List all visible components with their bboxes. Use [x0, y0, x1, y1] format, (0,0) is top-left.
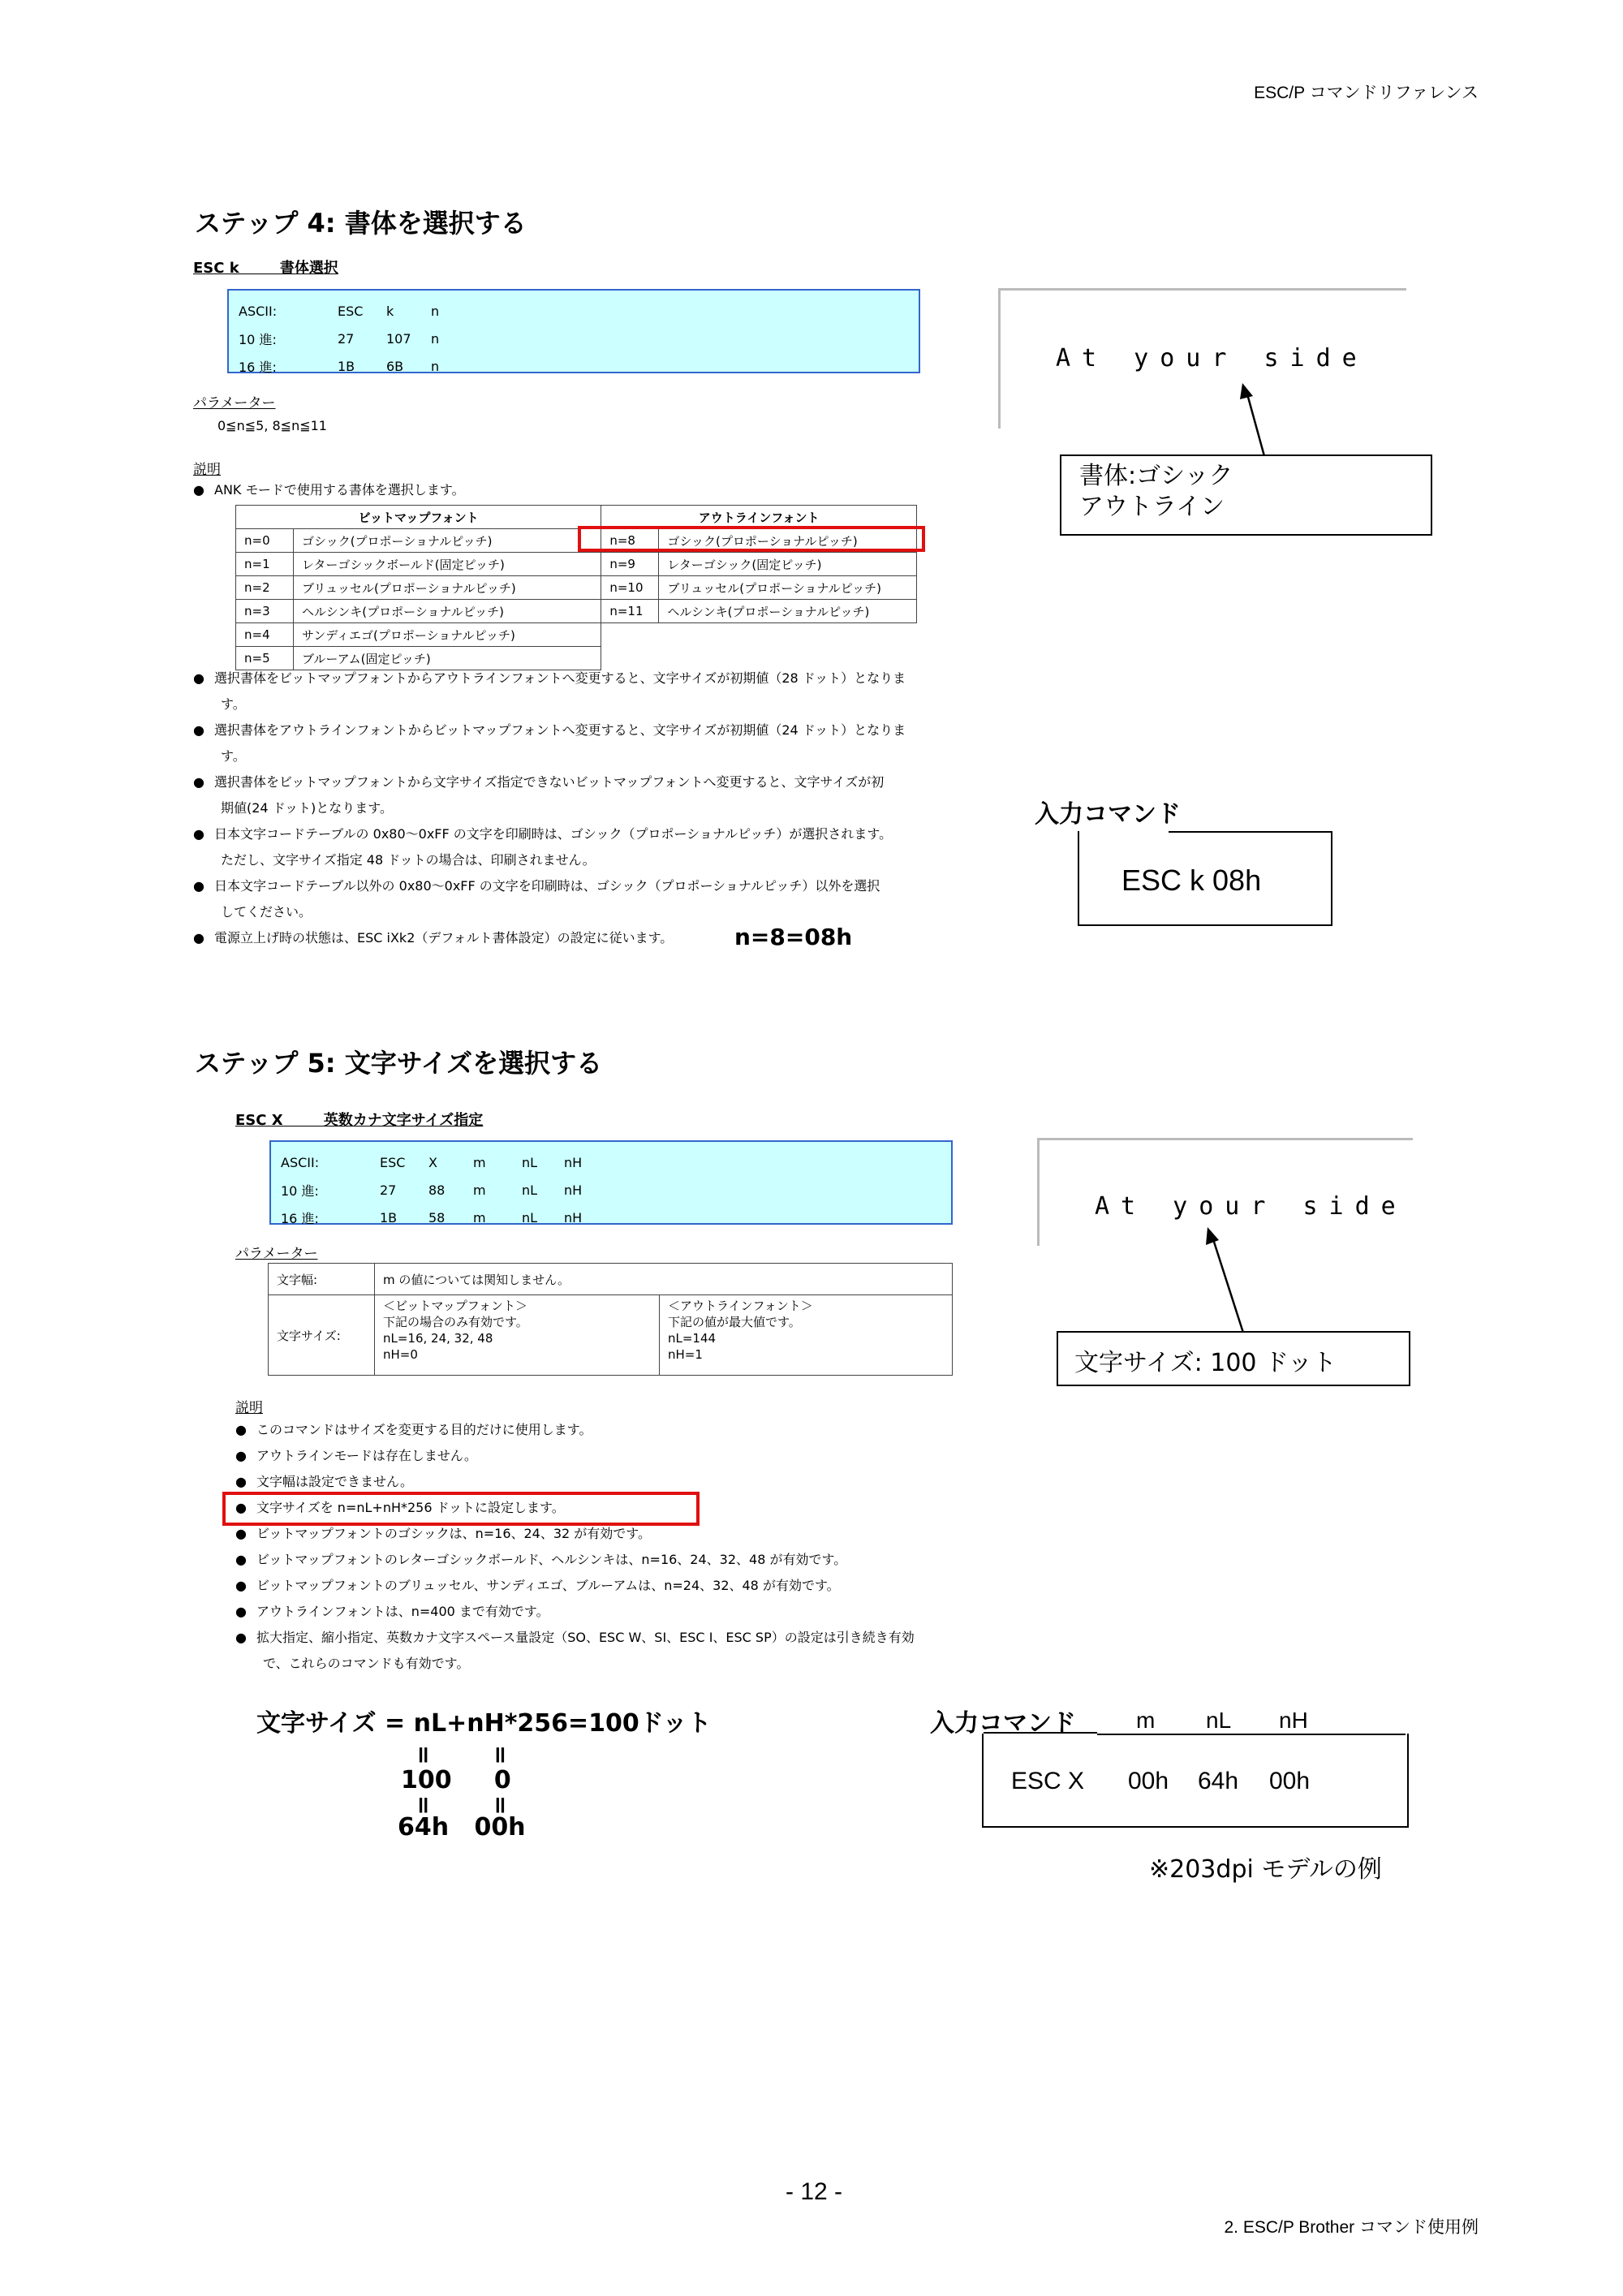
code-cell: 16 進:	[239, 359, 277, 375]
step5-param-label: パラメーター	[235, 1246, 318, 1262]
step4-highlight-box	[578, 526, 925, 552]
code-cell: m	[473, 1209, 486, 1226]
code-cell: nL	[522, 1154, 538, 1170]
font-cell: n=3	[236, 600, 294, 623]
code-cell: ASCII:	[281, 1154, 320, 1170]
code-cell: ASCII:	[239, 303, 278, 319]
font-cell: n=8	[601, 529, 659, 553]
code-cell: 107	[386, 330, 411, 347]
step4-preview	[998, 288, 1406, 429]
font-cell: n=11	[601, 600, 659, 623]
font-cell: ブルーアム(固定ピッチ)	[294, 647, 601, 670]
step5-highlight-box	[222, 1492, 700, 1526]
code-cell: X	[428, 1154, 437, 1170]
page-number: - 12 -	[786, 2178, 843, 2205]
step5-input-label: 入力コマンド	[930, 1709, 1076, 1738]
param-bitmap-cell: ＜ビットマップフォント＞ 下記の場合のみ有効です。 nL=16, 24, 32, 48 nH=0	[375, 1295, 660, 1376]
font-cell: ゴシック(プロポーショナルピッチ)	[294, 529, 601, 553]
formula-vals2: 64h 00h	[398, 1813, 526, 1842]
bullet-item: ● ビットマップフォントのゴシックは、n=16、24、32 が有効です。	[235, 1526, 652, 1541]
footer-chapter: 2. ESC/P Brother コマンド使用例	[1224, 2218, 1479, 2237]
bullet-text: ANK モードで使用する書体を選択します。	[214, 482, 465, 498]
header-title: ESC/P コマンドリファレンス	[1254, 84, 1479, 102]
preview-text: At your side	[1095, 1192, 1407, 1221]
code-cell: 10 進:	[281, 1182, 319, 1199]
param-cell: 文字幅:	[269, 1264, 375, 1295]
param-cell: m の値については関知しません。	[375, 1264, 953, 1295]
font-cell: ヘルシンキ(プロポーショナルピッチ)	[659, 600, 917, 623]
font-cell: n=2	[236, 576, 294, 600]
font-cell: ゴシック(プロポーショナルピッチ)	[659, 529, 917, 553]
bullet-item: ● ビットマップフォントのレターゴシックボールド、ヘルシンキは、n=16、24、32、48 が有効です。	[235, 1552, 847, 1567]
bullet-cont: 期値(24 ドット)となります。	[221, 800, 394, 816]
bullet-item: ● 拡大指定、縮小指定、英数カナ文字スペース量設定（SO、ESC W、SI、ESC I、ESC SP）の設定は引き続き有効	[235, 1630, 915, 1645]
step5-command-name: ESC X 英数カナ文字サイズ指定	[235, 1112, 484, 1129]
step5-code-box	[269, 1140, 953, 1225]
code-cell: ESC	[380, 1154, 406, 1170]
step5-code-table	[281, 1148, 582, 1231]
code-cell: 16 進:	[281, 1210, 319, 1226]
code-cell: nH	[564, 1209, 583, 1226]
callout-line1: 書体:ゴシック	[1079, 462, 1233, 490]
code-cell: n	[431, 330, 440, 347]
bullet-item: ● アウトラインフォントは、n=400 まで有効です。	[235, 1604, 549, 1619]
bullet-item: ● 電源立上げ時の状態は、ESC iXk2（デフォルト書体設定）の設定に従います。	[193, 930, 674, 946]
input-box-top	[1169, 831, 1331, 833]
bullet-item: ● 日本文字コードテーブルの 0x80～0xFF の文字を印刷時は、ゴシック（プロポーショナルピッチ）が選択されます。	[193, 826, 893, 842]
font-cell: サンディエゴ(プロポーショナルピッチ)	[294, 623, 601, 647]
step4-title: ステップ 4: 書体を選択する	[195, 208, 527, 239]
step5-desc-label: 説明	[235, 1400, 263, 1416]
step4-command-name: ESC k 書体選択	[193, 260, 338, 277]
bullet-cont: してください。	[221, 904, 312, 920]
model-note: ※203dpi モデルの例	[1149, 1855, 1382, 1884]
formula-vals1: 100 0	[401, 1766, 511, 1794]
code-cell: 1B	[338, 358, 355, 374]
code-cell: nL	[522, 1182, 538, 1198]
bullet-cont: す。	[221, 748, 246, 764]
code-cell: 27	[338, 330, 355, 347]
code-cell: 10 進:	[239, 331, 277, 347]
bitmap-header: ビットマップフォント	[236, 506, 601, 529]
step4-param-value: 0≦n≦5, 8≦n≦11	[217, 418, 327, 433]
callout-text: 文字サイズ: 100 ドット	[1074, 1349, 1337, 1377]
step5-formula: 文字サイズ = nL+nH*256=100ドット	[256, 1709, 712, 1738]
callout-line2: アウトライン	[1079, 493, 1225, 521]
code-cell: nH	[564, 1154, 583, 1170]
param-cell: 文字サイズ:	[269, 1295, 375, 1376]
step5-callout	[1057, 1331, 1410, 1386]
step4-param-label: パラメーター	[193, 395, 276, 411]
bullet-item: ● アウトラインモードは存在しません。	[235, 1448, 477, 1463]
formula-eq1: ॥ ॥	[415, 1741, 506, 1768]
font-cell: ヘルシンキ(プロポーショナルピッチ)	[294, 600, 601, 623]
step4-code-box	[227, 289, 920, 373]
code-cell: 1B	[380, 1209, 398, 1226]
code-cell: n	[431, 358, 440, 374]
step4-input-label: 入力コマンド	[1035, 800, 1181, 829]
code-cell: n	[431, 303, 440, 319]
code-cell: nL	[522, 1209, 538, 1226]
code-cell: k	[386, 303, 394, 319]
bullet-item: ● 文字幅は設定できません。	[235, 1474, 413, 1489]
bullet-cont: ただし、文字サイズ指定 48 ドットの場合は、印刷されません。	[221, 852, 596, 868]
step5-title: ステップ 5: 文字サイズを選択する	[195, 1048, 603, 1079]
empty-cell	[601, 623, 917, 647]
param-outline-cell: ＜アウトラインフォント＞ 下記の値が最大値です。 nL=144 nH=1	[660, 1295, 953, 1376]
font-cell: n=10	[601, 576, 659, 600]
code-cell: m	[473, 1154, 486, 1170]
bullet-item: ● このコマンドはサイズを変更する目的だけに使用します。	[235, 1422, 592, 1437]
step4-desc-label: 説明	[193, 462, 221, 478]
font-cell: レターゴシックボールド(固定ピッチ)	[294, 553, 601, 576]
bullet-cont: す。	[221, 696, 246, 712]
bullet-item: ● 選択書体をビットマップフォントからアウトラインフォントへ変更すると、文字サイズが初期値（28 ドット）となりま	[193, 670, 906, 686]
step4-code-table	[239, 297, 439, 380]
step4-input-command: ESC k 08h	[1121, 864, 1262, 897]
step4-arrow	[1217, 381, 1282, 463]
font-cell: ブリュッセル(プロポーショナルピッチ)	[294, 576, 601, 600]
step4-bullets	[193, 666, 940, 951]
formula-eq2: ॥ ॥	[415, 1791, 506, 1818]
step4-callout	[1060, 454, 1432, 536]
code-cell: 6B	[386, 358, 404, 374]
code-cell: 88	[428, 1182, 446, 1198]
font-cell: ブリュッセル(プロポーショナルピッチ)	[659, 576, 917, 600]
step5-input-box	[982, 1734, 1409, 1828]
step4-input-box	[1078, 831, 1332, 926]
param-head-nh: nH	[1279, 1708, 1308, 1733]
outline-header: アウトラインフォント	[601, 506, 917, 529]
step5-param-table	[268, 1263, 953, 1376]
code-cell: nH	[564, 1182, 583, 1198]
bullet-item: ● 選択書体をビットマップフォントから文字サイズ指定できないビットマップフォントへ変更すると、文字サイズが初	[193, 774, 885, 790]
code-cell: 27	[380, 1182, 397, 1198]
font-cell: レターゴシック(固定ピッチ)	[659, 553, 917, 576]
input-cmd: ESC X	[1011, 1768, 1085, 1794]
bullet-item: ● ビットマップフォントのブリュッセル、サンディエゴ、ブルーアムは、n=24、32、48 が有効です。	[235, 1578, 840, 1593]
font-cell: n=1	[236, 553, 294, 576]
code-cell: m	[473, 1182, 486, 1198]
font-cell: n=5	[236, 647, 294, 670]
bullet-cont: で、これらのコマンドも有効です。	[263, 1656, 470, 1671]
font-cell: n=9	[601, 553, 659, 576]
input-val-nl: 64h	[1198, 1768, 1239, 1794]
step5-bullets	[235, 1417, 966, 1677]
code-cell: ESC	[338, 303, 364, 319]
param-head-nl: nL	[1206, 1708, 1232, 1733]
code-cell: 58	[428, 1209, 446, 1226]
bullet-item: ● 文字サイズを n=nL+nH*256 ドットに設定します。	[235, 1500, 565, 1515]
font-cell: n=4	[236, 623, 294, 647]
input-val-m: 00h	[1128, 1768, 1169, 1794]
step4-n-note: n=8=08h	[734, 924, 853, 950]
preview-text: At your side	[1056, 344, 1368, 373]
param-head-m: m	[1136, 1708, 1156, 1733]
bullet-item: ● 選択書体をアウトラインフォントからビットマップフォントへ変更すると、文字サイズが初期値（24 ドット）となりま	[193, 722, 906, 738]
step5-arrow	[1193, 1226, 1258, 1339]
bullet-item: ● 日本文字コードテーブル以外の 0x80～0xFF の文字を印刷時は、ゴシック（プロポーショナルピッチ）以外を選択	[193, 878, 880, 894]
step4-bullet-intro: ● ANK モードで使用する書体を選択します。	[193, 482, 465, 498]
input-val-nh: 00h	[1269, 1768, 1311, 1794]
font-cell: n=0	[236, 529, 294, 553]
